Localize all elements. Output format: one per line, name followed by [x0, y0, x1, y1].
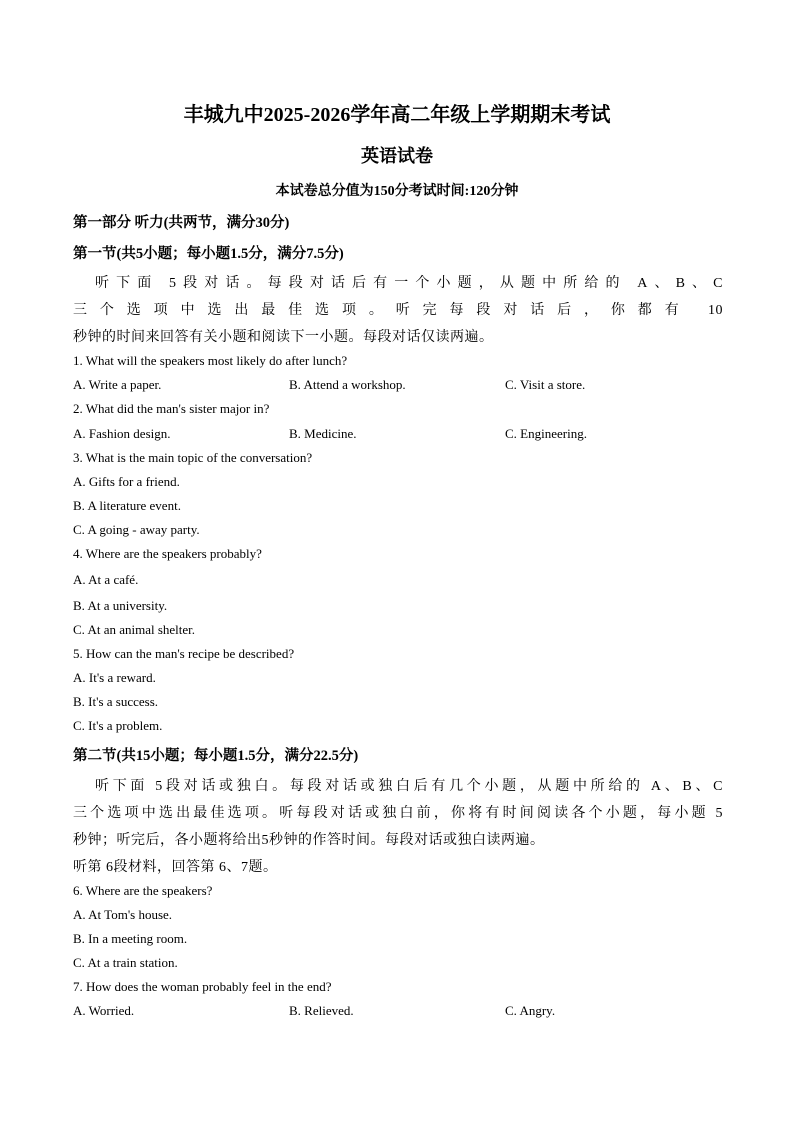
q4-option-b[interactable]: B. At a university.	[73, 598, 168, 613]
section1-instruction-line3: 秒钟的时间来回答有关小题和阅读下一小题。每段对话仅读两遍。	[73, 330, 494, 345]
q7-option-c[interactable]: C. Angry.	[505, 1003, 556, 1018]
question-2: 2. What did the man's sister major in?	[73, 401, 270, 416]
question-3: 3. What is the main topic of the conversation?	[73, 450, 313, 465]
q4-option-c[interactable]: C. At an animal shelter.	[73, 622, 196, 637]
section1-heading: 第一节(共5小题；每小题1.5分，满分7.5分)	[73, 246, 344, 262]
q7-option-a[interactable]: A. Worried.	[73, 1003, 135, 1018]
q4-option-a[interactable]: A. At a café.	[73, 572, 139, 587]
question-6: 6. Where are the speakers?	[73, 883, 213, 898]
q6-option-b[interactable]: B. In a meeting room.	[73, 931, 188, 946]
question-1: 1. What will the speakers most likely do after lunch?	[73, 353, 348, 368]
exam-title: 丰城九中2025-2026学年高二年级上学期期末考试	[183, 104, 611, 126]
exam-info: 本试卷总分值为150分考试时间:120分钟	[275, 184, 519, 199]
q3-option-b[interactable]: B. A literature event.	[73, 498, 181, 513]
q7-option-b[interactable]: B. Relieved.	[289, 1003, 354, 1018]
q2-option-a[interactable]: A. Fashion design.	[73, 426, 171, 441]
question-5: 5. How can the man's recipe be described?	[73, 646, 295, 661]
section1-instruction-line1: 听下面 5段对话。每段对话后有一个小题，从题中所给的 A、B、C	[95, 276, 723, 291]
q2-option-c[interactable]: C. Engineering.	[505, 426, 587, 441]
part1-heading: 第一部分 听力(共两节，满分30分)	[73, 215, 290, 231]
q3-option-c[interactable]: C. A going - away party.	[73, 522, 200, 537]
section2-instruction-line3: 秒钟；听完后，各小题将给出5秒钟的作答时间。每段对话或独白读两遍。	[73, 833, 545, 848]
q2-option-b[interactable]: B. Medicine.	[289, 426, 357, 441]
section2-instruction-line1: 听下面 5段对话或独白。每段对话或独白后有几个小题，从题中所给的 A、B、C	[95, 779, 723, 794]
q5-option-b[interactable]: B. It's a success.	[73, 694, 159, 709]
question-7: 7. How does the woman probably feel in the end?	[73, 979, 332, 994]
q3-option-a[interactable]: A. Gifts for a friend.	[73, 474, 180, 489]
q6-option-a[interactable]: A. At Tom's house.	[73, 907, 173, 922]
section2-instruction-line2: 三个选项中选出最佳选项。听每段对话或独白前，你将有时间阅读各个小题，每小题 5	[73, 806, 723, 821]
q1-option-a[interactable]: A. Write a paper.	[73, 377, 162, 392]
section1-instruction-line2: 三个选项中选出最佳选项。听完每段对话后，你都有 10	[73, 303, 723, 318]
q1-option-b[interactable]: B. Attend a workshop.	[289, 377, 406, 392]
material-note: 听第 6段材料，回答第 6、7题。	[73, 860, 278, 875]
q5-option-a[interactable]: A. It's a reward.	[73, 670, 156, 685]
q5-option-c[interactable]: C. It's a problem.	[73, 718, 163, 733]
section2-heading: 第二节(共15小题；每小题1.5分，满分22.5分)	[73, 748, 359, 764]
question-4: 4. Where are the speakers probably?	[73, 546, 262, 561]
q1-option-c[interactable]: C. Visit a store.	[505, 377, 586, 392]
exam-subtitle: 英语试卷	[361, 146, 433, 166]
q6-option-c[interactable]: C. At a train station.	[73, 955, 178, 970]
